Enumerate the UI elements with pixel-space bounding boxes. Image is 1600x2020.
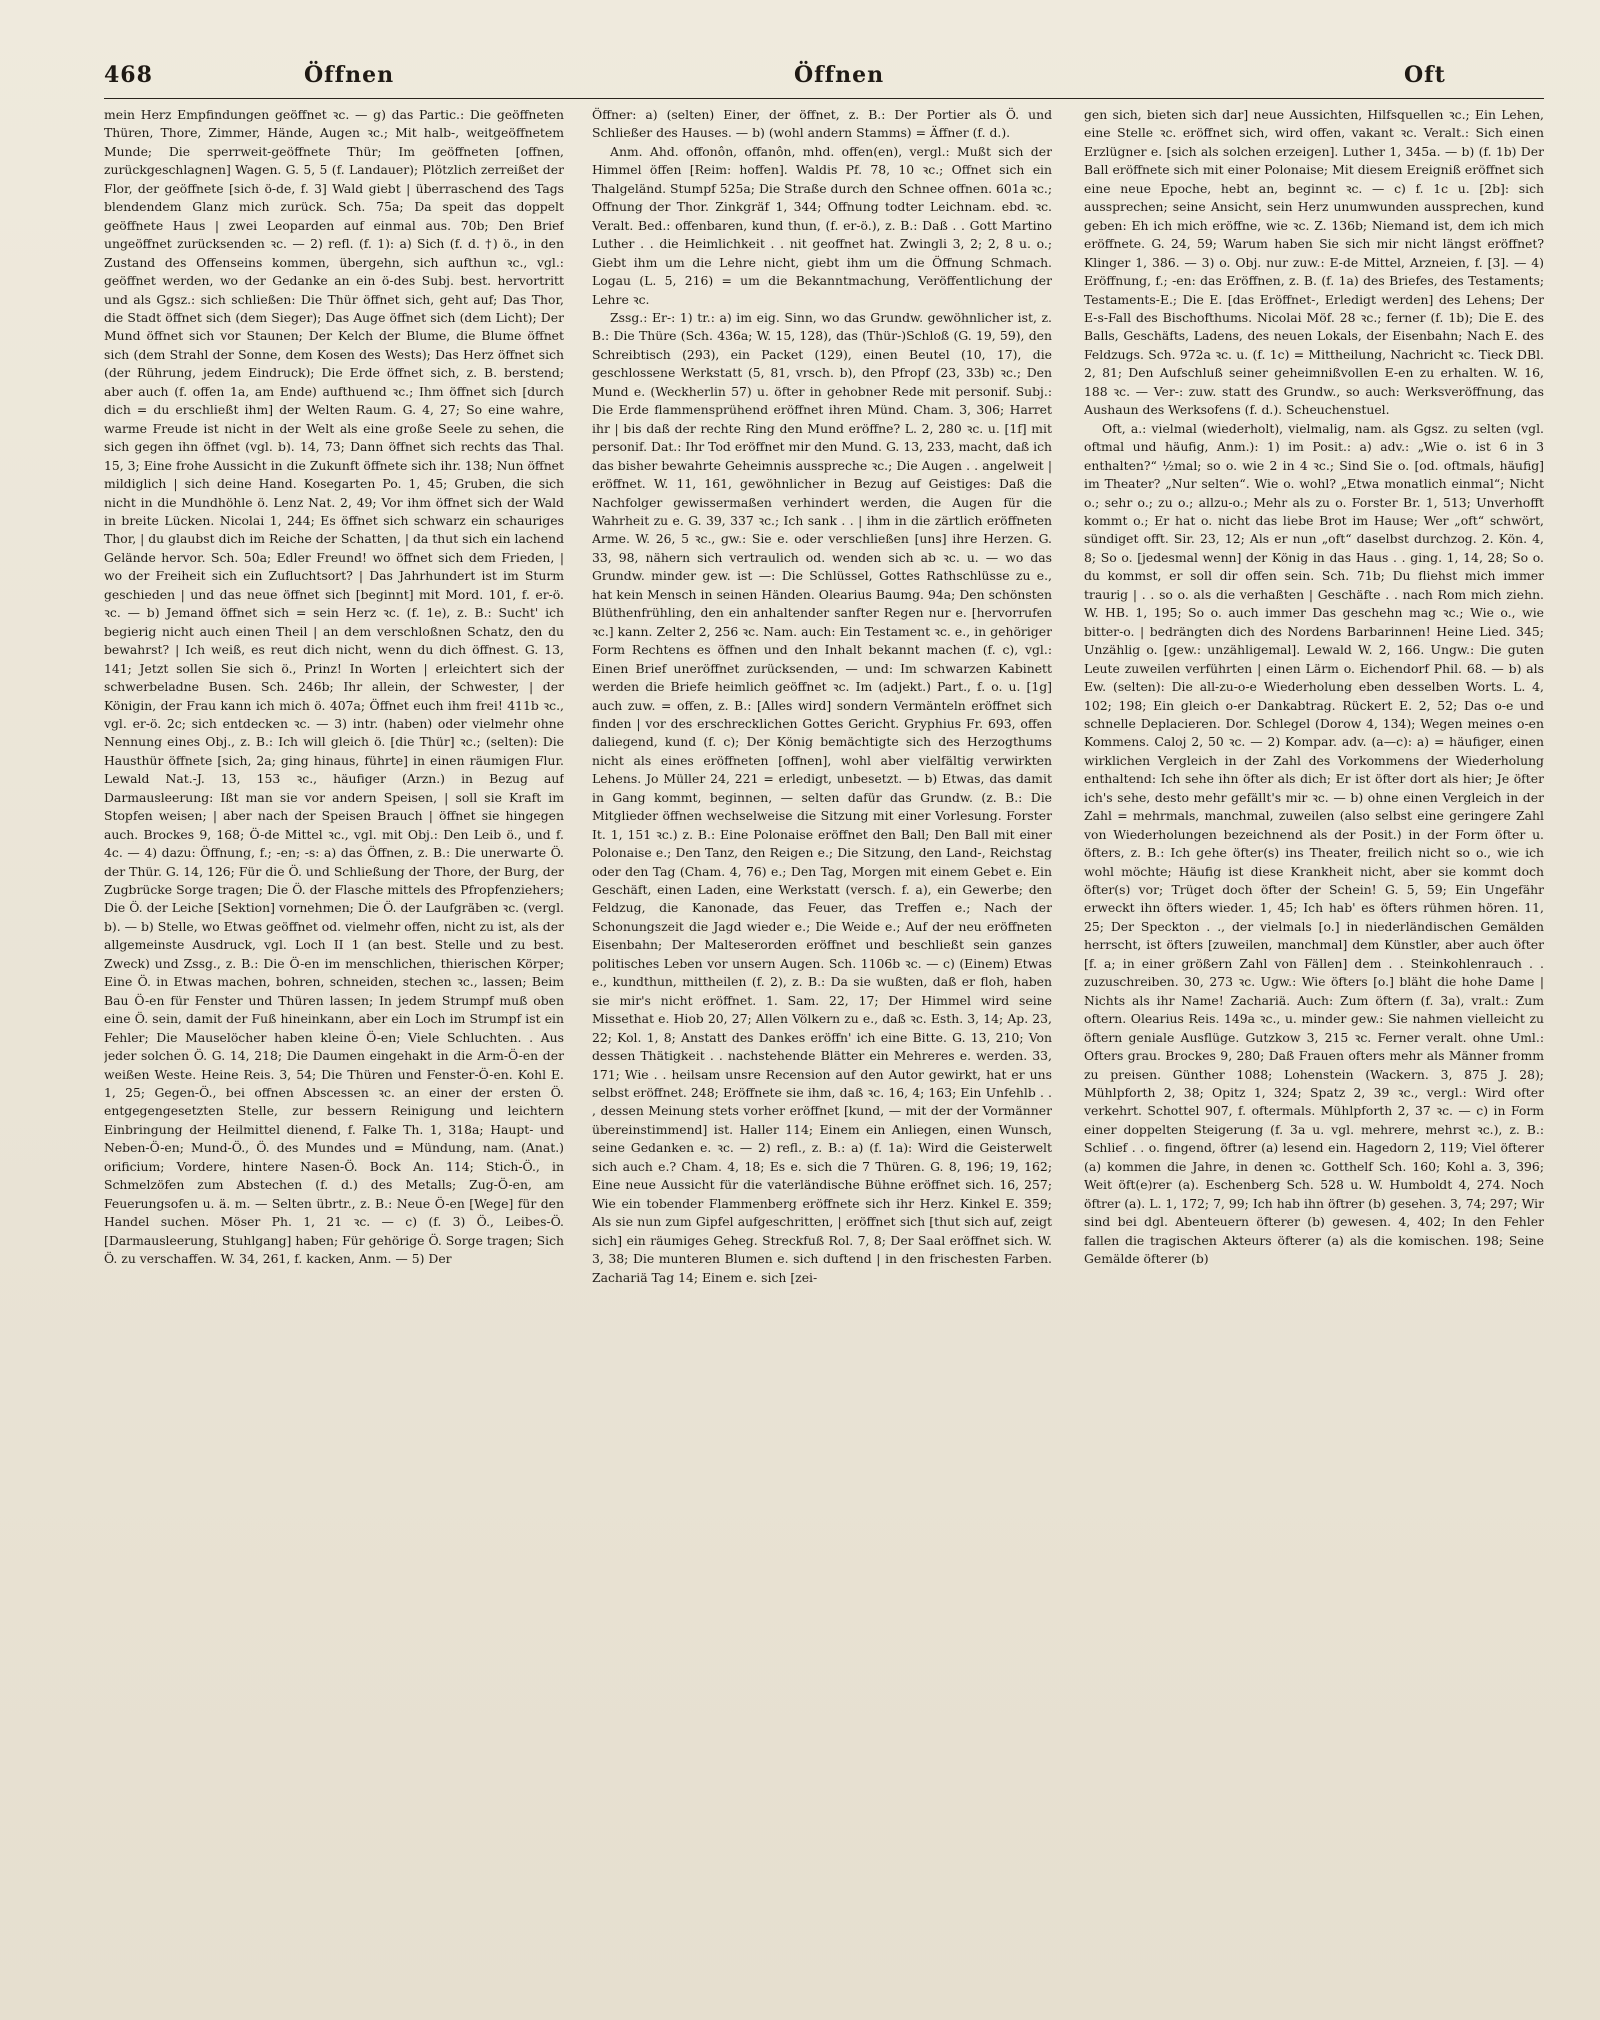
header-right-keyword: Oft xyxy=(1404,62,1446,88)
column-2-paragraph-1: Öffner: a) (selten) Einer, der öffnet, z. B.: Der Portier als Ö. und Schließer des Hauses. — b) (wohl andern Stamms) = Äffner (f. d.). xyxy=(592,107,1052,141)
page-header xyxy=(104,62,1544,102)
header-center-keyword: Öffnen xyxy=(794,62,885,88)
page-number: 468 xyxy=(104,62,153,88)
header-left-keyword: Öffnen xyxy=(304,62,395,88)
column-3-paragraph-2: Oft, a.: vielmal (wiederholt), vielmalig, nam. als Ggsz. zu selten (vgl. oftmal und häufig, Anm.): 1) im Posit.: a) adv.: „Wie o. ist 6 in 3 enthalten?“ ½mal; so o. wie 2 in 4 ꝛc.; Sind Sie o. [od. oftmals, häufig] im Theater? „Nur selten“. Wie o. wohl? „Etwa monatlich einmal“; Nicht o.; sehr o.; zu o.; allzu-o.; Mehr als zu o. Forster Br. 1, 513; Unverhofft kommt o.; Er hat o. nicht das liebe Brot im Hause; Wer „oft“ schwört, sündiget offt. Sir. 23, 12; Als er nun „oft“ daselbst durchzog. 2. Kön. 4, 8; So o. [jedesmal wenn] der König in das Haus . . ging. 1, 14, 28; So o. du kommst, er soll dir offen sein. Sch. 71b; Du fliehst mich immer traurig | . . so o. als die verhaßten | Geschäfte . . nach Rom mich ziehn. W. HB. 1, 195; So o. auch immer Das geschehn mag ꝛc.; Wie o., wie bitter-o. | bedrängten dich des Nordens Barbarinnen! Heine Lied. 345; Unzählig o. [gew.: unzähligemal]. Lewald W. 2, 166. Ungw.: Die guten Leute zuweilen verführten | einen Lärm o. Eichendorf Phil. 68. — b) als Ew. (selten): Die all-zu-o-e Wiederholung eben desselben Worts. L. 4, 102; 198; Ein gleich o-er Dankabtrag. Rückert E. 2, 52; Das o-e und schnelle Deplacieren. Dor. Schlegel (Dorow 4, 134); Wegen meines o-en Kommens. Caloj 2, 50 ꝛc. — 2) Kompar. adv. (a—c): a) = häufiger, einen wirklichen Vergleich in der Zahl des Vorkommens der Wiederholung enthaltend: Ich sehe ihn öfter als dich; Er ist öfter dort als hier; Je öfter ich's sehe, desto mehr gefällt's mir ꝛc. — b) ohne einen Vergleich in der Zahl = mehrmals, manchmal, zuweilen (also selbst eine geringere Zahl von Wiederholungen bezeichnend als der Posit.) in der Form öfter u. öfters, z. B.: Ich gehe öfter(s) ins Theater, freilich nicht so o., wie ich wohl möchte; Häufig ist diese Krankheit nicht, aber sie kommt doch öfter(s) vor; Trüget doch öfter der Schein! G. 5, 59; Ein Ungefähr erweckt ihn öfters wieder. 1, 45; Ich hab' es öfters rühmen hören. 11, 25; Der Speckton . ., der vielmals [o.] in niederländischen Gemälden herrscht, ist öfters [zuweilen, manchmal] dem Künstler, aber auch öfter [f. a; in einer größern Zahl von Fällen] dem . . Steinkohlenrauch . . zuzuschreiben. 30, 273 ꝛc. Ugw.: Wie öfters [o.] bläht die hohe Dame | Nichts als ihr Name! Zachariä. Auch: Zum öftern (f. 3a), vralt.: Zum oftern. Olearius Reis. 149a ꝛc., u. minder gew.: Sie nahmen vielleicht zu öftern geniale Ausflüge. Gutzkow 3, 215 ꝛc. Ferner veralt. ohne Uml.: Ofters grau. Brockes 9, 280; Daß Frauen ofters mehr als Männer fromm zu preisen. Günther 1088; Lohenstein (Wackern. 3, 875 J. 28); Mühlpforth 2, 38; Opitz 1, 324; Spatz 2, 39 ꝛc., vergl.: Wird ofter verkehrt. Schottel 907, f. oftermals. Mühlpforth 2, 37 ꝛc. — c) in Form einer doppelten Steigerung (f. 3a u. vgl. mehrere, mehrst ꝛc.), z. B.: Schlief . . o. fingend, öftrer (a) lesend ein. Hagedorn 2, 119; Viel öfterer (a) kommen die Jahre, in denen ꝛc. Gotthelf Sch. 160; Kohl a. 3, 396; Weit öft(e)rer (a). Eschenberg Sch. 528 u. W. Humboldt 4, 274. Noch öftrer (a). L. 1, 172; 7, 99; Ich hab ihn öftrer (b) gesehen. 3, 74; 297; Wir sind bei dgl. Abenteuern öfterer (b) gewesen. 4, 402; In den Fehler fallen die tragischen Akteurs öfterer (a) als die komischen. 198; Seine Gemälde öfterer (b) xyxy=(1084,420,1544,1267)
header-rule xyxy=(104,98,1544,99)
text-columns xyxy=(104,106,1544,1986)
column-1 xyxy=(104,106,564,1986)
column-2-paragraph-3: Zssg.: Er-: 1) tr.: a) im eig. Sinn, wo das Grundw. gewöhnlicher ist, z. B.: Die Thüre (Sch. 436a; W. 15, 128), das (Thür-)Schloß (G. 19, 59), den Schreibtisch (293), ein Packet (129), einen Beutel (10, 17), die geschlossene Werkstatt (5, 81, vrsch. b), den Pfropf (23, 33b) ꝛc.; Den Mund e. (Weckherlin 57) u. öfter in gehobner Rede mit personif. Subj.: Die Erde flammensprühend eröffnet ihren Münd. Cham. 3, 306; Harret ihr | bis daß der rechte Ring den Mund eröffne? L. 2, 280 ꝛc. u. [1f] mit personif. Dat.: Ihr Tod eröffnet mir den Mund. G. 13, 233, macht, daß ich das bisher bewahrte Geheimnis ausspreche ꝛc.; Die Augen . . angelweit | eröffnet. W. 11, 161, gewöhnlicher in Bezug auf Geistiges: Daß die Nachfolger gewissermaßen verhindert werden, die Augen für die Wahrheit zu e. G. 39, 337 ꝛc.; Ich sank . . | ihm in die zärtlich eröffneten Arme. W. 26, 5 ꝛc., gw.: Sie e. oder verschließen [uns] ihre Herzen. G. 33, 98, nähern sich vertraulich od. wenden sich ab ꝛc. u. — wo das Grundw. minder gew. ist —: Die Schlüssel, Gottes Rathschlüsse zu e., hat kein Mensch in seinen Händen. Olearius Baumg. 94a; Den schönsten Blüthenfrühling, den ein anhaltender sanfter Regen nur e. [hervorrufen ꝛc.] kann. Zelter 2, 256 ꝛc. Nam. auch: Ein Testament ꝛc. e., in gehöriger Form Rechtens es öffnen und den Inhalt bekannt machen (f. c), vgl.: Einen Brief uneröffnet zurücksenden, — und: Im schwarzen Kabinett werden die Briefe heimlich geöffnet ꝛc. Im (adjekt.) Part., f. o. u. [1g] auch zuw. = offen, z. B.: [Alles wird] sondern Vermänteln eröffnet sich finden | vor des erschrecklichen Gottes Gericht. Gryphius Fr. 693, offen daliegend, kund (f. c); Der König bemächtigte sich des Herzogthums nicht als eines eröffneten [offnen], wohl aber vielfältig verwirkten Lehens. Jo Müller 24, 221 = erledigt, unbesetzt. — b) Etwas, das damit in Gang kommt, beginnen, — selten dafür das Grundw. (z. B.: Die Mitglieder öffnen wechselweise die Sitzung mit einer Vorlesung. Forster It. 1, 151 ꝛc.) z. B.: Eine Polonaise eröffnet den Ball; Den Ball mit einer Polonaise e.; Den Tanz, den Reigen e.; Die Sitzung, den Land-, Reichstag oder den Tag (Cham. 4, 76) e.; Den Tag, Morgen mit einem Gebet e. Ein Geschäft, einen Laden, eine Werkstatt (versch. f. a), ein Gewerbe; den Feldzug, die Kanonade, das Feuer, das Treffen e.; Nach der Schonungszeit die Jagd wieder e.; Die Weide e.; Auf der neu eröffneten Eisenbahn; Der Malteserorden eröffnet und beschließt sein ganzes politisches Leben vor unsern Augen. Sch. 1106b ꝛc. — c) (Einem) Etwas e., kundthun, mittheilen (f. 2), z. B.: Da sie wußten, daß er floh, haben sie mir's nicht eröffnet. 1. Sam. 22, 17; Der Himmel wird seine Missethat e. Hiob 20, 27; Allen Völkern zu e., daß ꝛc. Esth. 3, 14; Ap. 23, 22; Kol. 1, 8; Anstatt des Dankes eröffn' ich eine Bitte. G. 13, 210; Von dessen Thätigkeit . . nachstehende Blätter ein Mehreres e. werden. 33, 171; Wie . . heilsam unsre Recension auf den Autor gewirkt, hat er uns selbst eröffnet. 248; Eröffnete sie ihm, daß ꝛc. 16, 4; 163; Ein Unfehlb . . , dessen Meinung stets vorher eröffnet [kund, — mit der der Vormänner übereinstimmend] ist. Haller 114; Einem ein Anliegen, einen Wunsch, seine Gedanken e. ꝛc. — 2) refl., z. B.: a) (f. 1a): Wird die Geisterwelt sich auch e.? Cham. 4, 18; Es e. sich die 7 Thüren. G. 8, 196; 19, 162; Eine neue Aussicht für die vaterländische Bühne eröffnet sich. 16, 257; Wie ein tobender Flammenberg eröffnete sich ihr Herz. Kinkel E. 359; Als sie nun zum Gipfel aufgeschritten, | eröffnet sich [thut sich auf, zeigt sich] ein räumiges Geheg. Streckfuß Rol. 7, 8; Der Saal eröffnet sich. W. 3, 38; Die munteren Blumen e. sich duftend | in den frischesten Farben. Zachariä Tag 14; Einem e. sich [zei- xyxy=(592,309,1052,1285)
column-3 xyxy=(1084,106,1544,1986)
column-2-paragraph-2: Anm. Ahd. offonôn, offanôn, mhd. offen(en), vergl.: Mußt sich der Himmel öffen [Reim: hoffen]. Waldis Pf. 78, 10 ꝛc.; Offnet sich ein Thalgeländ. Stumpf 525a; Die Straße durch den Schnee offnen. 601a ꝛc.; Offnung der Thor. Zinkgräf 1, 344; Offnung todter Leichnam. ebd. ꝛc. Veralt. Bed.: offenbaren, kund thun, (f. er-ö.), z. B.: Daß . . Gott Martino Luther . . die Heimlichkeit . . nit geoffnet hat. Zwingli 3, 2; 2, 8 u. o.; Giebt ihm um die Lehre nicht, giebt ihm um die Öffnung Schmach. Logau (L. 5, 216) = um die Bekanntmachung, Veröffentlichung der Lehre ꝛc. xyxy=(592,143,1052,307)
column-3-paragraph-1: gen sich, bieten sich dar] neue Aussichten, Hilfsquellen ꝛc.; Ein Lehen, eine Stelle ꝛc. eröffnet sich, wird offen, vakant ꝛc. Veralt.: Sich einen Erzlügner e. [sich als solchen erzeigen]. Luther 1, 345a. — b) (f. 1b) Der Ball eröffnete sich mit einer Polonaise; Mit diesem Ereigniß eröffnet sich eine neue Epoche, hebt an, beginnt ꝛc. — c) f. 1c u. [2b]: sich aussprechen; seine Ansicht, sein Herz unumwunden aussprechen, kund geben: Eh ich mich eröffne, wie ꝛc. Z. 136b; Niemand ist, dem ich mich eröffnete. G. 24, 59; Warum haben Sie sich mir nicht längst eröffnet? Klinger 1, 386. — 3) o. Obj. nur zuw.: E-de Mittel, Arzneien, f. [3]. — 4) Eröffnung, f.; -en: das Eröffnen, z. B. (f. 1a) des Briefes, des Testaments; Testaments-E.; Die E. [das Eröffnet-, Erledigt werden] des Lehens; Der E-s-Fall des Bischofthums. Nicolai Möf. 28 ꝛc.; ferner (f. 1b); Die E. des Balls, Geschäfts, Ladens, des neuen Lokals, der Eisenbahn; Nach E. des Feldzugs. Sch. 972a ꝛc. u. (f. 1c) = Mittheilung, Nachricht ꝛc. Tieck DBl. 2, 81; Den Aufschluß seiner geheimnißvollen E-en zu erhalten. W. 16, 188 ꝛc. — Ver-: zuw. statt des Grundw., so auch: Werksveröffnung, das Aushaun des Werksofens (f. d.). Scheuchenstuel. xyxy=(1084,107,1544,418)
column-1-paragraph-1: mein Herz Empfindungen geöffnet ꝛc. — g) das Partic.: Die geöffneten Thüren, Thore, Zimmer, Hände, Augen ꝛc.; Mit halb-, weitgeöffnetem Munde; Die sperrweit-geöffnete Thür; Im geöffneten [offnen, zurückgeschlagnen] Wagen. G. 5, 5 (f. Landauer); Plötzlich zerreißet der Flor, der geöffnete [sich ö-de, f. 3] Wald giebt | überraschend des Tags blendendem Glanz mich zurück. Sch. 75a; Da speit das doppelt geöffnete Haus | zwei Leoparden auf einmal aus. 70b; Den Brief ungeöffnet zurücksenden ꝛc. — 2) refl. (f. 1): a) Sich (f. d. †) ö., in den Zustand des Offenseins kommen, übergehn, sich aufthun ꝛc., vgl.: geöffnet werden, wo der Gedanke an ein ö-des Subj. best. hervortritt und als Ggsz.: sich schließen: Die Thür öffnet sich, geht auf; Das Thor, die Stadt öffnet sich (dem Sieger); Das Auge öffnet sich (dem Licht); Der Mund öffnet sich vor Staunen; Der Kelch der Blume, die Blume öffnet sich (dem Strahl der Sonne, dem Kosen des Wests); Das Herz öffnet sich (der Rührung, jedem Eindruck); Die Erde öffnet sich, z. B. berstend; aber auch (f. offen 1a, am Ende) aufthuend ꝛc.; Ihm öffnet sich [durch dich = du erschließt ihm] der Welten Raum. G. 4, 27; So eine wahre, warme Freude ist nicht in der Welt als eine große Seele zu sehen, die sich gegen ihn öffnet (vgl. b). 14, 73; Dann öffnet sich rechts das Thal. 15, 3; Eine frohe Aussicht in die Zukunft öffnete sich ihr. 138; Nun öffnet mildiglich | sich deine Hand. Kosegarten Po. 1, 45; Gruben, die sich nicht in die Mundhöhle ö. Lenz Nat. 2, 49; Vor ihm öffnet sich der Wald in breite Lücken. Nicolai 1, 244; Es öffnet sich schwarz ein schauriges Thor, | du glaubst dich im Reiche der Schatten, | da thut sich ein lachend Gelände hervor. Sch. 50a; Edler Freund! wo öffnet sich dem Frieden, | wo der Freiheit sich ein Zufluchtsort? | Das Jahrhundert ist im Sturm geschieden | und das neue öffnet sich [beginnt] mit Mord. 101, f. er-ö. ꝛc. — b) Jemand öffnet sich = sein Herz ꝛc. (f. 1e), z. B.: Sucht' ich begierig nicht auch einen Theil | an dem verschloßnen Schatz, den du bewahrst? | Ich weiß, es reut dich nicht, wenn du dich öffnest. G. 13, 141; Jetzt sollen Sie sich ö., Prinz! In Worten | erleichtert sich der schwerbeladne Busen. Sch. 246b; Ihr allein, der Schwester, | der Königin, der Frau kann ich mich ö. 407a; Öffnet euch ihm frei! 411b ꝛc., vgl. er-ö. 2c; sich entdecken ꝛc. — 3) intr. (haben) oder vielmehr ohne Nennung eines Obj., z. B.: Ich will gleich ö. [die Thür] ꝛc.; (selten): Die Hausthür öffnete [sich, 2a; ging hinaus, führte] in einen räumigen Flur. Lewald Nat.-J. 13, 153 ꝛc., häufiger (Arzn.) in Bezug auf Darmausleerung: Ißt man sie vor andern Speisen, | soll sie Kraft im Stopfen weisen; | aber nach der Speisen Brauch | öffnet sie hingegen auch. Brockes 9, 168; Ö-de Mittel ꝛc., vgl. mit Obj.: Den Leib ö., und f. 4c. — 4) dazu: Öffnung, f.; -en; -s: a) das Öffnen, z. B.: Die unerwarte Ö. der Thür. G. 14, 126; Für die Ö. und Schließung der Thore, der Burg, der Zugbrücke Sorge tragen; Die Ö. der Flasche mittels des Pfropfenziehers; Die Ö. der Leiche [Sektion] vornehmen; Die Ö. der Laufgräben ꝛc. (vergl. b). — b) Stelle, wo Etwas geöffnet od. vielmehr offen, nicht zu ist, als der allgemeinste Ausdruck, vgl. Loch II 1 (an best. Stelle und zu best. Zweck) und Zssg., z. B.: Die Ö-en im menschlichen, thierischen Körper; Eine Ö. in Etwas machen, bohren, schneiden, stechen ꝛc., lassen; Beim Bau Ö-en für Fenster und Thüren lassen; In jedem Strumpf muß oben eine Ö. sein, damit der Fuß hineinkann, aber ein Loch im Strumpf ist ein Fehler; Die Mauselöcher haben kleine Ö-en; Viele Schluchten. . Aus jeder solchen Ö. G. 14, 218; Die Daumen eingehakt in die Arm-Ö-en der weißen Weste. Heine Reis. 3, 54; Die Thüren und Fenster-Ö-en. Kohl E. 1, 25; Gegen-Ö., bei offnen Abscessen ꝛc. an einer der ersten Ö. entgegengesetzten Stelle, zur bessern Reinigung und leichtern Einbringung der Heilmittel dienend, f. Falke Th. 1, 318a; Haupt- und Neben-Ö-en; Mund-Ö., Ö. des Mundes und = Mündung, nam. (Anat.) orificium; Vordere, hintere Nasen-Ö. Bock An. 114; Stich-Ö., in Schmelzöfen zum Abstechen (f. d.) des Metalls; Zug-Ö-en, am Feuerungsofen u. ä. m. — Selten übrtr., z. B.: Neue Ö-en [Wege] für den Handel suchen. Möser Ph. 1, 21 ꝛc. — c) (f. 3) Ö., Leibes-Ö. [Darmausleerung, Stuhlgang] haben; Für gehörige Ö. Sorge tragen; Sich Ö. zu verschaffen. W. 34, 261, f. kacken, Anm. — 5) Der xyxy=(104,107,564,1267)
column-2 xyxy=(592,106,1052,1986)
